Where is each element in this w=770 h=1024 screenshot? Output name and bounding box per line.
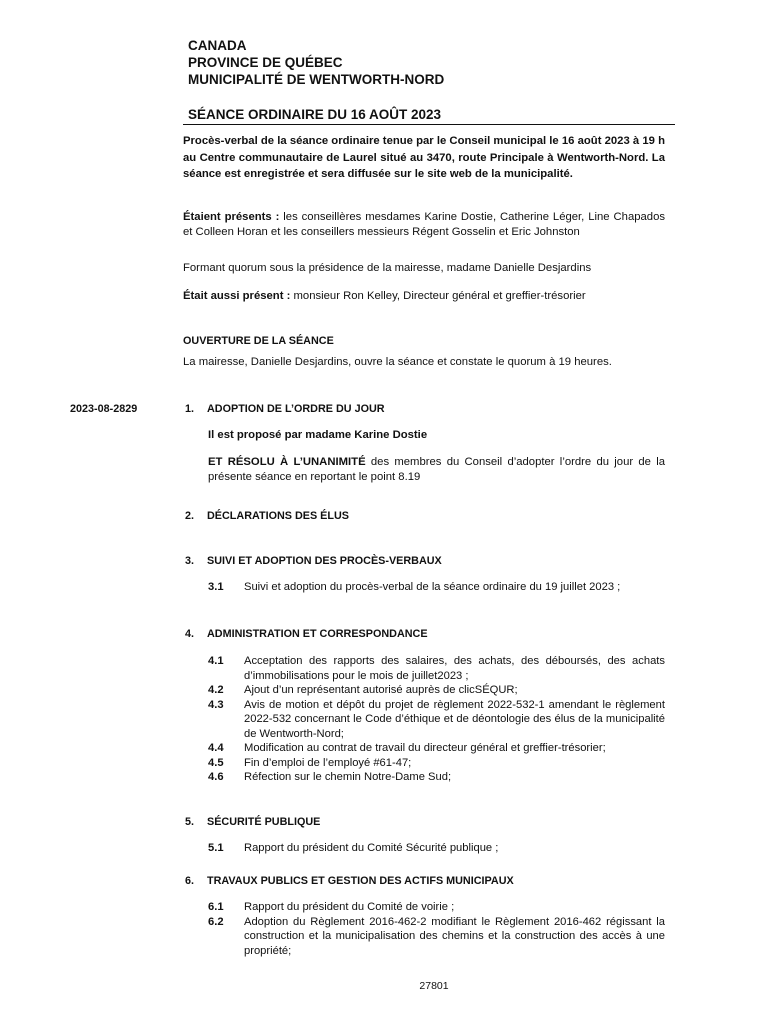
section-1-heading — [185, 402, 385, 416]
resolved-label: ET RÉSOLU À L’UNANIMITÉ — [208, 456, 366, 468]
section-5-list — [208, 841, 665, 856]
page-title: SÉANCE ORDINAIRE DU 16 AOÛT 2023 — [188, 107, 442, 122]
item-text: Rapport du président du Comité de voirie ; — [244, 901, 455, 913]
page-number: 27801 — [419, 980, 449, 992]
item-number: 4.1 — [208, 655, 224, 667]
list-item — [208, 698, 665, 742]
list-item — [208, 915, 665, 959]
item-text: Fin d’emploi de l’employé #61-47; — [244, 756, 412, 769]
list-item — [208, 756, 665, 771]
also-present-text: monsieur Ron Kelley, Directeur général et greffier-trésorier — [290, 290, 586, 302]
section-title: SUIVI ET ADOPTION DES PROCÈS-VERBAUX — [207, 555, 442, 567]
section-title: SÉCURITÉ PUBLIQUE — [207, 816, 321, 828]
section-5-heading — [185, 815, 320, 829]
section-number: 2. — [185, 510, 195, 522]
item-number: 4.3 — [208, 698, 224, 711]
item-text: Rapport du président du Comité Sécurité publique ; — [244, 842, 499, 854]
item-number: 3.1 — [208, 581, 224, 593]
section-4-list — [208, 654, 665, 785]
presents-paragraph — [183, 210, 665, 240]
item-text: Ajout d’un représentant autorisé auprès de clicSÉQUR; — [244, 684, 518, 696]
section-number: 4. — [185, 628, 195, 640]
section-6-list — [208, 900, 665, 958]
list-item — [208, 580, 665, 595]
item-text: Avis de motion et dépôt du projet de règlement 2022-532-1 amendant le règlement 2022-532 concernant le Code d’éthique et de déontologie des élus de la municipalité de Wentworth-Nord; — [244, 698, 665, 740]
item-number: 6.2 — [208, 915, 224, 928]
list-item — [208, 770, 665, 785]
section-number: 5. — [185, 816, 195, 828]
item-number: 6.1 — [208, 901, 224, 913]
list-item — [208, 683, 665, 698]
item-text: Modification au contrat de travail du directeur général et greffier-trésorier; — [244, 742, 606, 754]
resolved-text: des membres du Conseil d’adopter l’ordre du jour de la présente séance en reportant le point 8.19 — [208, 456, 665, 483]
also-present-paragraph — [183, 289, 665, 304]
section-3-list — [208, 580, 665, 595]
item-number: 4.2 — [208, 684, 224, 696]
list-item — [208, 900, 665, 915]
section-title: ADOPTION DE L’ORDRE DU JOUR — [207, 403, 385, 415]
item-text: Acceptation des rapports des salaires, des achats, des déboursés, des achats d’immobilisations pour le mois de juillet2023 ; — [244, 655, 665, 682]
section-number: 6. — [185, 875, 195, 887]
section-4-heading — [185, 627, 428, 641]
item-text: Suivi et adoption du procès-verbal de la séance ordinaire du 19 juillet 2023 ; — [244, 581, 621, 593]
item-text: Réfection sur le chemin Notre-Dame Sud; — [244, 771, 452, 783]
presents-text: les conseillères mesdames Karine Dostie, Catherine Léger, Line Chapados et Colleen Horan et les conseillers messieurs Régent Gosselin et Eric Johnston — [183, 211, 666, 238]
section-1-resolution — [208, 455, 665, 485]
section-number: 3. — [185, 555, 195, 567]
header-municipality: MUNICIPALITÉ DE WENTWORTH-NORD — [188, 72, 445, 87]
item-number: 4.4 — [208, 742, 224, 754]
presents-label: Étaient présents : — [183, 211, 280, 223]
opening-heading: OUVERTURE DE LA SÉANCE — [183, 335, 334, 347]
list-item — [208, 741, 665, 756]
section-2-heading — [185, 509, 349, 523]
section-6-heading — [185, 874, 514, 888]
opening-paragraph: La mairesse, Danielle Desjardins, ouvre la séance et constate le quorum à 19 heures. — [183, 356, 612, 368]
item-number: 5.1 — [208, 842, 224, 854]
section-title: TRAVAUX PUBLICS ET GESTION DES ACTIFS MUNICIPAUX — [207, 875, 514, 887]
item-number: 4.5 — [208, 756, 224, 769]
item-text: Adoption du Règlement 2016-462-2 modifiant le Règlement 2016-462 régissant la construction et la municipalisation des chemins et la construction des accès à une propriété; — [244, 915, 665, 957]
section-title: DÉCLARATIONS DES ÉLUS — [207, 510, 349, 522]
quorum-paragraph: Formant quorum sous la présidence de la mairesse, madame Danielle Desjardins — [183, 262, 592, 274]
list-item — [208, 654, 665, 683]
section-title: ADMINISTRATION ET CORRESPONDANCE — [207, 628, 428, 640]
intro-paragraph: Procès-verbal de la séance ordinaire tenue par le Conseil municipal le 16 août 2023 à 19 h au Centre communautaire de Laurel situé au 3470, route Principale à Wentworth-Nord. La séance est enregistrée et sera diffusée sur le site web de la municipalité. — [183, 135, 665, 180]
section-1-proposer: Il est proposé par madame Karine Dostie — [208, 429, 428, 441]
resolution-number: 2023-08-2829 — [70, 403, 138, 415]
also-present-label: Était aussi présent : — [183, 290, 291, 302]
item-number: 4.6 — [208, 771, 224, 783]
header-province: PROVINCE DE QUÉBEC — [188, 55, 343, 70]
section-number: 1. — [185, 403, 195, 415]
list-item — [208, 841, 665, 856]
section-3-heading — [185, 554, 442, 568]
header-country: CANADA — [188, 38, 247, 53]
header-block — [188, 37, 444, 88]
title-rule — [183, 124, 675, 125]
